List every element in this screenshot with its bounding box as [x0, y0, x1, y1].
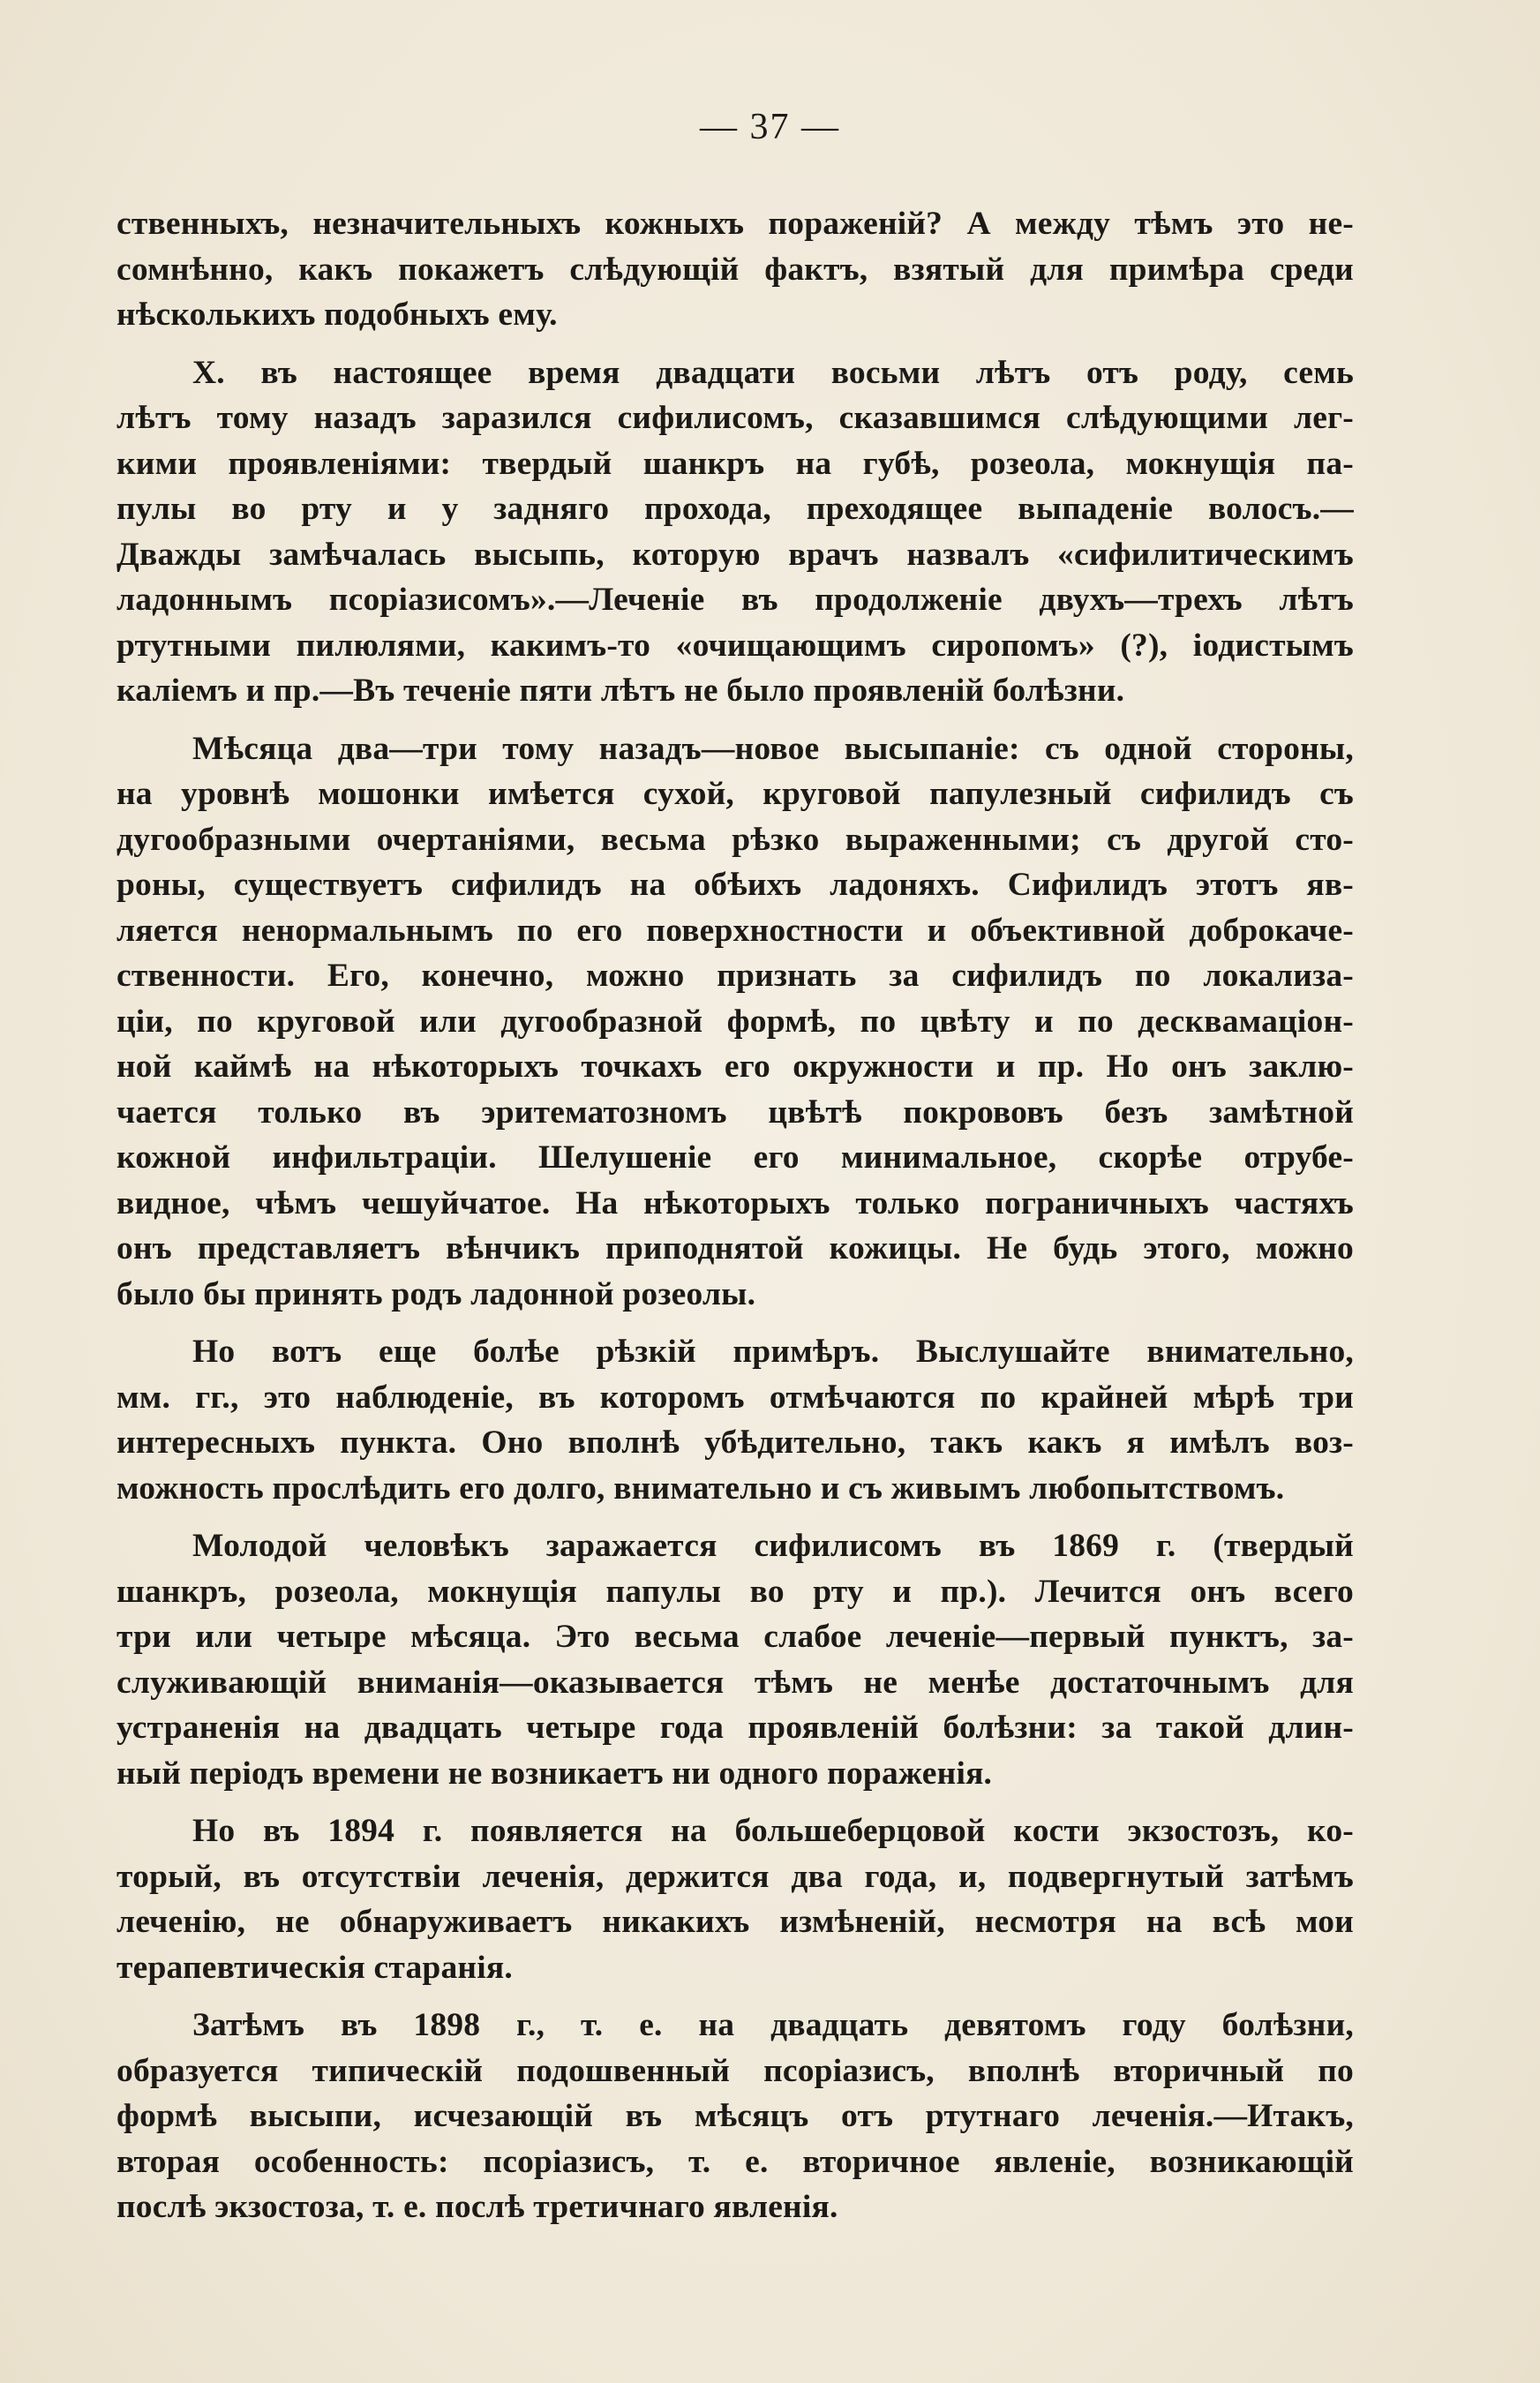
text-line: три или четыре мѣсяца. Это весьма слабое леченіе—первый пунктъ, за-	[116, 1619, 1354, 1655]
text-line: устраненія на двадцать четыре года проявленій болѣзни: за такой длин-	[116, 1710, 1354, 1746]
text-line: кими проявленіями: твердый шанкръ на губѣ, розеола, мокнущія па-	[116, 445, 1354, 482]
text-line: ладоннымъ псоріазисомъ».—Леченіе въ продолженіе двухъ—трехъ лѣтъ	[116, 582, 1354, 618]
text-line: на уровнѣ мошонки имѣется сухой, круговой папулезный сифилидъ съ	[116, 776, 1354, 812]
text-line: шанкръ, розеола, мокнущія папулы во рту и пр.). Лечится онъ всего	[116, 1573, 1354, 1610]
text-line: ціи, по круговой или дугообразной формѣ, по цвѣту и по десквамаціон-	[116, 1003, 1354, 1040]
text-line: можность прослѣдить его долго, внимательно и съ живымъ любопытствомъ.	[116, 1470, 1285, 1507]
text-line: чается только въ эритематозномъ цвѣтѣ покрововъ безъ замѣтной	[116, 1094, 1354, 1131]
text-line: вторая особенность: псоріазисъ, т. е. вторичное явленіе, возникающій	[116, 2143, 1354, 2180]
text-line: леченію, не обнаруживаетъ никакихъ измѣненій, несмотря на всѣ мои	[116, 1904, 1354, 1940]
text-line: терапевтическія старанія.	[116, 1949, 513, 1986]
text-line: лѣтъ тому назадъ заразился сифилисомъ, сказавшимся слѣдующими лег-	[116, 400, 1354, 436]
text-line: роны, существуетъ сифилидъ на обѣихъ ладоняхъ. Сифилидъ этотъ яв-	[116, 867, 1354, 903]
paragraph	[116, 1523, 1354, 1796]
page-number: — 37 —	[700, 107, 840, 147]
text-line: кожной инфильтраціи. Шелушеніе его минимальное, скорѣе отрубе-	[116, 1139, 1354, 1176]
text-line: видное, чѣмъ чешуйчатое. На нѣкоторыхъ только пограничныхъ частяхъ	[116, 1184, 1354, 1222]
text-line: торый, въ отсутствіи леченія, держится два года, и, подвергнутый затѣмъ	[116, 1858, 1354, 1895]
text-line: пулы во рту и у задняго прохода, преходящее выпаденіе волосъ.—	[116, 491, 1354, 527]
text-line: служивающій вниманія—оказывается тѣмъ не менѣе достаточнымъ для	[116, 1664, 1354, 1701]
text-line: Молодой человѣкъ заражается сифилисомъ въ 1869 г. (твердый	[192, 1528, 1354, 1564]
text-line: ственныхъ, незначительныхъ кожныхъ пораженій? А между тѣмъ это не-	[116, 206, 1354, 242]
text-line: нѣсколькихъ подобныхъ ему.	[116, 297, 558, 333]
text-line: ный періодъ времени не возникаетъ ни одного пораженія.	[116, 1755, 993, 1792]
paragraph	[116, 1808, 1354, 1990]
text-line: интересныхъ пункта. Оно вполнѣ убѣдительно, такъ какъ я имѣлъ воз-	[116, 1425, 1354, 1461]
paragraph	[116, 1329, 1354, 1511]
text-line: ртутными пилюлями, какимъ-то «очищающимъ сиропомъ» (?), іодистымъ	[116, 627, 1354, 664]
text-line: мм. гг., это наблюденіе, въ которомъ отмѣчаются по крайней мѣрѣ три	[116, 1379, 1354, 1416]
text-line: образуется типическій подошвенный псоріазисъ, вполнѣ вторичный по	[116, 2052, 1354, 2089]
text-line: сомнѣнно, какъ покажетъ слѣдующій фактъ, взятый для примѣра среди	[116, 251, 1354, 288]
paragraph	[116, 726, 1354, 1318]
paragraph	[116, 2003, 1354, 2230]
text-line: формѣ высыпи, исчезающій въ мѣсяцъ отъ ртутнаго леченія.—Итакъ,	[116, 2098, 1354, 2134]
text-line: дугообразными очертаніями, весьма рѣзко выраженными; съ другой сто-	[116, 821, 1354, 858]
text-line: онъ представляетъ вѣнчикъ приподнятой кожицы. Не будь этого, можно	[116, 1230, 1354, 1267]
text-line: Но въ 1894 г. появляется на большеберцовой кости экзостозъ, ко-	[192, 1813, 1354, 1849]
text-line: Мѣсяца два—три тому назадъ—новое высыпаніе: съ одной стороны,	[192, 730, 1354, 767]
text-line: ственности. Его, конечно, можно признать за сифилидъ по локализа-	[116, 958, 1354, 994]
text-line: Дважды замѣчалась высыпь, которую врачъ назвалъ «сифилитическимъ	[116, 536, 1354, 573]
text-line: каліемъ и пр.—Въ теченіе пяти лѣтъ не было проявленій болѣзни.	[116, 673, 1125, 709]
text-line: было бы принять родъ ладонной розеолы.	[116, 1275, 756, 1312]
paragraph	[116, 350, 1354, 714]
text-line: X. въ настоящее время двадцати восьми лѣтъ отъ роду, семь	[192, 354, 1354, 391]
text-line: послѣ экзостоза, т. е. послѣ третичнаго явленія.	[116, 2189, 838, 2225]
text-line: Затѣмъ въ 1898 г., т. е. на двадцать девятомъ году болѣзни,	[192, 2007, 1354, 2043]
text-line: ляется ненормальнымъ по его поверхностности и объективной доброкаче-	[116, 912, 1354, 949]
text-line: Но вотъ еще болѣе рѣзкій примѣръ. Выслушайте внимательно,	[192, 1334, 1354, 1370]
body-text	[116, 201, 1354, 2243]
text-line: ной каймѣ на нѣкоторыхъ точкахъ его окружности и пр. Но онъ заклю-	[116, 1049, 1354, 1085]
paragraph	[116, 201, 1354, 338]
